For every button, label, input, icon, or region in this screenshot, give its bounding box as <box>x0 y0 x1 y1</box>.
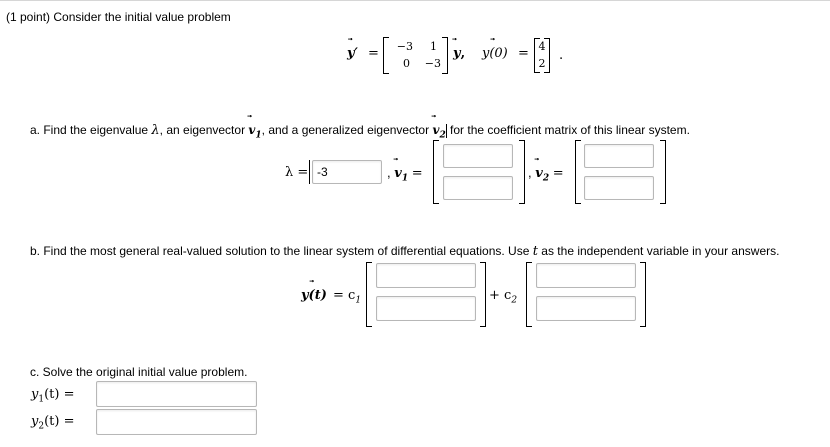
general-v1-right-bracket <box>480 262 486 327</box>
system-period: . <box>559 48 564 63</box>
equals-sign: = <box>368 46 379 61</box>
part-c-prompt: c. Solve the original initial value problem. <box>30 365 248 379</box>
v2-bottom-input[interactable] <box>584 176 654 200</box>
general-v2-bottom-input[interactable] <box>536 296 636 321</box>
matrix-cell-12: 1 <box>430 40 437 53</box>
part-a-prompt: a. Find the eigenvalue λ, an eigenvector $v_1$, and a generalized eigenvector $v_2$ for the coefficient matrix of this linear system. <box>30 123 690 141</box>
ic-right-bracket <box>544 38 550 73</box>
v1-label: , $v_1$ = <box>387 165 423 184</box>
lambda-cursor <box>309 160 310 184</box>
y2-input[interactable] <box>96 409 257 435</box>
v2-left-bracket <box>575 140 581 204</box>
v1-top-input[interactable] <box>443 144 513 168</box>
matrix-cell-11: −3 <box>396 40 413 53</box>
matrix-cell-21: 0 <box>403 57 410 70</box>
ic-value-bottom: 2 <box>538 57 546 70</box>
matrix-right-bracket <box>442 37 448 74</box>
v2-top-input[interactable] <box>584 144 654 168</box>
v1-right-bracket <box>519 140 525 204</box>
problem-title: (1 point) Consider the initial value problem <box>6 10 231 24</box>
general-v2-right-bracket <box>640 262 646 327</box>
y-vector-label: y, <box>453 46 466 61</box>
general-v1-bottom-input[interactable] <box>376 296 476 321</box>
ic-value-top: 4 <box>538 40 546 53</box>
matrix-left-bracket <box>383 37 389 74</box>
general-v1-left-bracket <box>366 262 372 327</box>
c2-label: + $c_2$ <box>489 288 518 306</box>
ic-equals-sign: = <box>518 46 529 61</box>
y2-label: $y_2(t)$ = <box>31 414 75 432</box>
part-b-prompt: b. Find the most general real-valued solution to the linear system of differential equations. Use t as the independent variable in your answers. <box>30 244 780 259</box>
lambda-label: λ = <box>285 165 309 180</box>
initial-condition-label: y(0) <box>482 46 508 61</box>
v1-bottom-input[interactable] <box>443 176 513 200</box>
v1-left-bracket <box>433 140 439 204</box>
matrix-cell-22: −3 <box>424 57 441 70</box>
y1-input[interactable] <box>96 381 257 407</box>
y-of-t-label: y(t) <box>301 288 327 303</box>
v2-right-bracket <box>660 140 666 204</box>
general-v2-top-input[interactable] <box>536 263 636 288</box>
general-v2-left-bracket <box>526 262 532 327</box>
c1-label: = $c_1$ <box>333 288 362 306</box>
y-prime-label: y′ <box>347 46 358 61</box>
lambda-input[interactable] <box>312 160 382 184</box>
v2-label: , $v_2$ = <box>528 165 564 184</box>
top-border <box>0 0 830 1</box>
y1-label: $y_1(t)$ = <box>31 387 75 405</box>
general-v1-top-input[interactable] <box>376 263 476 288</box>
